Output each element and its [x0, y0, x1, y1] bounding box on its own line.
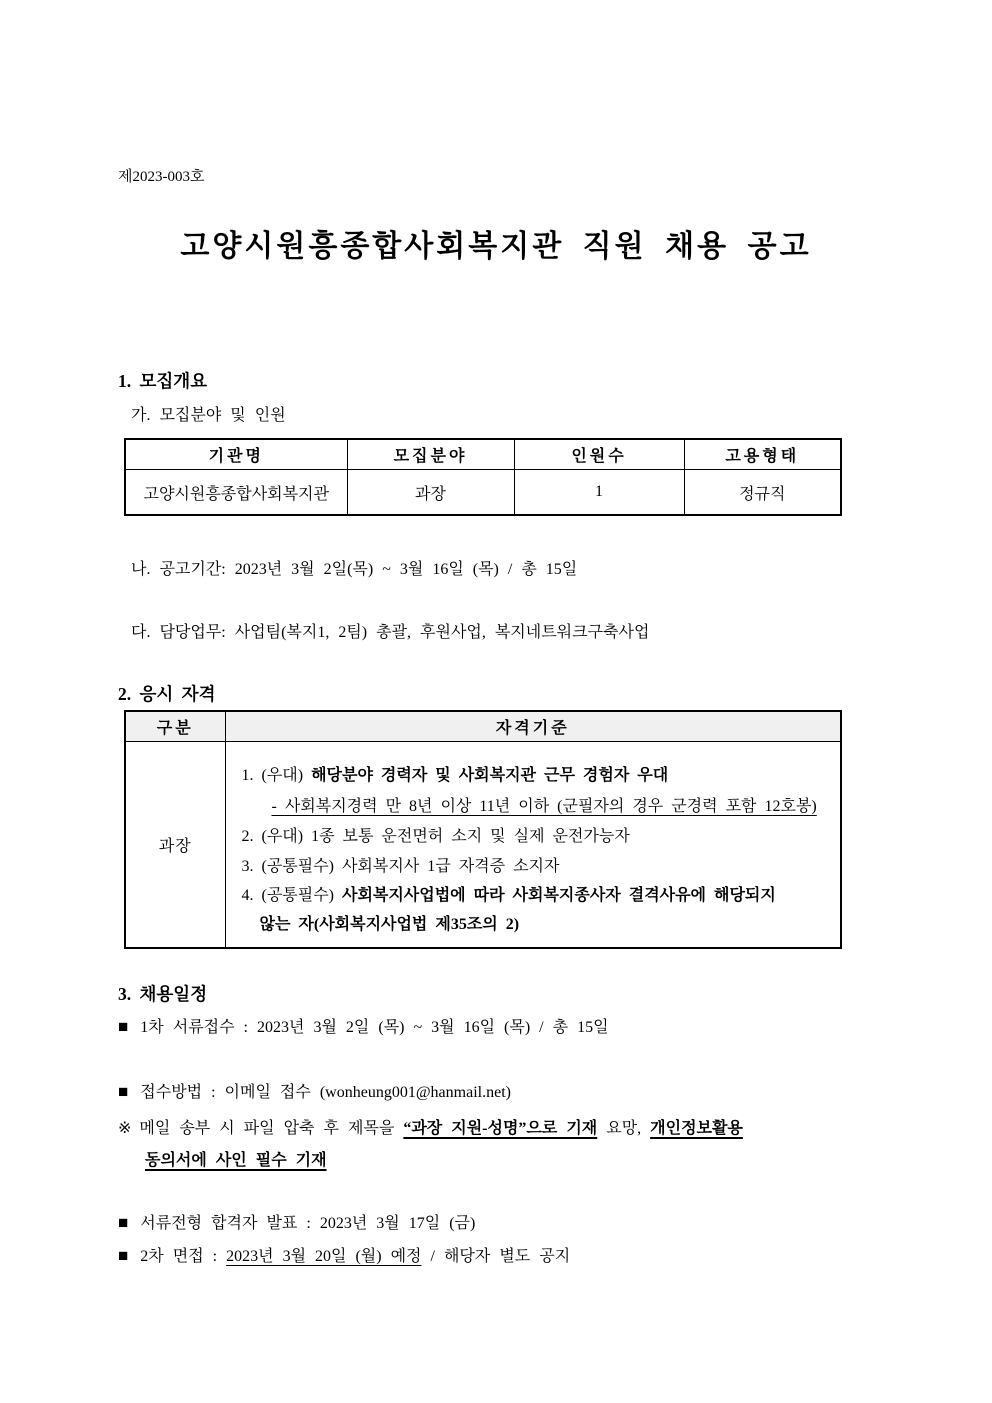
square-bullet-icon: ■: [118, 1017, 129, 1036]
page-title: 고양시원흥종합사회복지관 직원 채용 공고: [180, 230, 812, 263]
cell-qualification-criteria: [225, 742, 841, 949]
col-header-criteria: 자격기준: [225, 711, 841, 742]
qualification-item-4: 4. (공통필수) 사회복지사업법에 따라 사회복지종사자 결격사유에 해당되지: [241, 887, 776, 904]
square-bullet-icon: ■: [118, 1213, 129, 1232]
note-line-1: ※ 메일 송부 시 파일 압축 후 제목을 “과장 지원-성명”으로 기재 요망, 개인정보활용: [118, 1120, 743, 1137]
section3-heading: 3. 채용일정: [118, 984, 208, 1004]
schedule-line-document-submission: ■ 1차 서류접수 : 2023년 3월 2일 (목) ~ 3월 16일 (목) / 총 15일: [118, 1017, 609, 1036]
col-header-org-name: 기관명: [125, 439, 347, 470]
square-bullet-icon: ■: [118, 1082, 129, 1101]
cell-org-name: 고양시원흥종합사회복지관: [125, 470, 347, 516]
section2-heading: 2. 응시 자격: [118, 684, 216, 704]
cell-position-label: 과장: [125, 742, 225, 949]
note-line-2: 동의서에 사인 필수 기재: [145, 1152, 327, 1169]
square-bullet-icon: ■: [118, 1246, 129, 1265]
col-header-headcount: 인원수: [514, 439, 684, 470]
qualifications-table-data-row: [125, 742, 841, 949]
section1-sub-b-notice-period: 나. 공고기간: 2023년 3월 2일(목) ~ 3월 16일 (목) / 총 15일: [131, 561, 578, 578]
qualifications-table-header-row: [125, 711, 841, 742]
section1-sub-c-duties: 다. 담당업무: 사업팀(복지1, 2팀) 총괄, 후원사업, 복지네트워크구축사업: [131, 624, 650, 641]
cell-field: 과장: [347, 470, 514, 516]
col-header-employment-type: 고용형태: [684, 439, 841, 470]
schedule-line-document-result: ■ 서류전형 합격자 발표 : 2023년 3월 17일 (금): [118, 1213, 476, 1232]
qualification-item-3: 3. (공통필수) 사회복지사 1급 자격증 소지자: [241, 858, 560, 875]
schedule-line-interview: ■ 2차 면접 : 2023년 3월 20일 (월) 예정 / 해당자 별도 공지: [118, 1246, 571, 1265]
section1-sub-a: 가. 모집분야 및 인원: [131, 407, 286, 424]
doc-number: 제2023-003호: [118, 169, 205, 185]
recruitment-table-data-row: [125, 470, 841, 516]
recruitment-table-header-row: [125, 439, 841, 470]
recruitment-table: [124, 438, 842, 516]
qualification-item-4-line2: 않는 자(사회복지사업법 제35조의 2): [259, 916, 520, 933]
section1-heading: 1. 모집개요: [118, 371, 208, 391]
schedule-line-submission-method: ■ 접수방법 : 이메일 접수 (wonheung001@hanmail.net): [118, 1082, 511, 1101]
col-header-category: 구분: [125, 711, 225, 742]
reference-mark-icon: ※: [118, 1120, 132, 1137]
qualifications-table: [124, 710, 842, 949]
col-header-field: 모집분야: [347, 439, 514, 470]
qualification-item-1-sub: - 사회복지경력 만 8년 이상 11년 이하 (군필자의 경우 군경력 포함 12호봉): [271, 798, 817, 815]
qualification-item-2: 2. (우대) 1종 보통 운전면허 소지 및 실제 운전가능자: [241, 828, 630, 845]
cell-employment-type: 정규직: [684, 470, 841, 516]
cell-headcount: 1: [514, 470, 684, 516]
qualification-item-1: 1. (우대) 해당분야 경력자 및 사회복지관 근무 경험자 우대: [241, 767, 669, 784]
